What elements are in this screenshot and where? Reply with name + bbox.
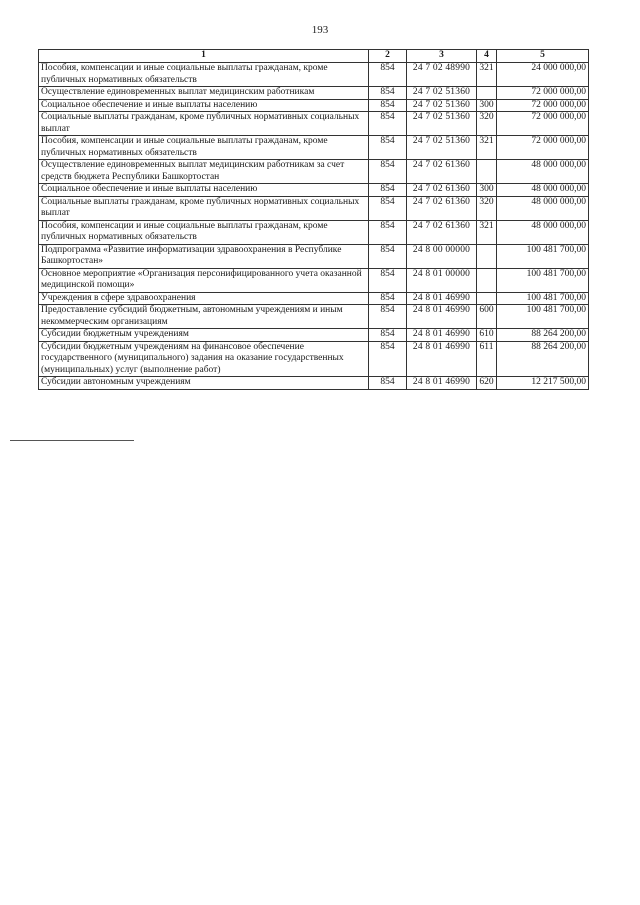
cell-name: Учреждения в сфере здравоохранения [39, 292, 369, 305]
cell-grbs: 854 [369, 341, 407, 377]
cell-name: Субсидии бюджетным учреждениям [39, 329, 369, 342]
cell-csr: 24 8 01 46990 [407, 341, 477, 377]
cell-name: Социальные выплаты гражданам, кроме публичных нормативных социальных выплат [39, 112, 369, 136]
cell-name: Социальное обеспечение и иные выплаты населению [39, 99, 369, 112]
cell-vr [477, 87, 497, 100]
cell-grbs: 854 [369, 112, 407, 136]
cell-vr [477, 292, 497, 305]
cell-csr: 24 7 02 51360 [407, 136, 477, 160]
table-row [39, 377, 589, 390]
table-row [39, 112, 589, 136]
cell-amount: 100 481 700,00 [497, 244, 589, 268]
cell-amount: 24 000 000,00 [497, 63, 589, 87]
header-row [39, 50, 589, 63]
table-row [39, 329, 589, 342]
cell-csr: 24 7 02 48990 [407, 63, 477, 87]
table-row [39, 99, 589, 112]
cell-name: Основное мероприятие «Организация персонифицированного учета оказанной медицинской помощи» [39, 268, 369, 292]
cell-csr: 24 7 02 61360 [407, 160, 477, 184]
cell-amount: 48 000 000,00 [497, 160, 589, 184]
cell-amount: 48 000 000,00 [497, 220, 589, 244]
cell-grbs: 854 [369, 268, 407, 292]
table-row [39, 87, 589, 100]
table-row [39, 292, 589, 305]
cell-name: Субсидии бюджетным учреждениям на финансовое обеспечение государственного (муниципального) задания на оказание государственных (муниципальных) услуг (выполнение работ) [39, 341, 369, 377]
cell-csr: 24 8 01 46990 [407, 305, 477, 329]
cell-csr: 24 7 02 61360 [407, 196, 477, 220]
cell-csr: 24 7 02 51360 [407, 87, 477, 100]
table-row [39, 63, 589, 87]
cell-grbs: 854 [369, 377, 407, 390]
header-vr: 4 [477, 50, 497, 63]
cell-amount: 100 481 700,00 [497, 292, 589, 305]
cell-name: Осуществление единовременных выплат медицинским работникам [39, 87, 369, 100]
cell-csr: 24 7 02 51360 [407, 99, 477, 112]
cell-grbs: 854 [369, 329, 407, 342]
cell-vr: 300 [477, 184, 497, 197]
cell-name: Социальное обеспечение и иные выплаты населению [39, 184, 369, 197]
header-csr: 3 [407, 50, 477, 63]
header-name: 1 [39, 50, 369, 63]
cell-grbs: 854 [369, 160, 407, 184]
cell-vr [477, 160, 497, 184]
footnote-separator [10, 440, 134, 441]
cell-grbs: 854 [369, 87, 407, 100]
cell-vr: 320 [477, 196, 497, 220]
cell-name: Пособия, компенсации и иные социальные выплаты гражданам, кроме публичных нормативных обязательств [39, 63, 369, 87]
table-row [39, 136, 589, 160]
cell-vr [477, 244, 497, 268]
cell-grbs: 854 [369, 305, 407, 329]
cell-name: Пособия, компенсации и иные социальные выплаты гражданам, кроме публичных нормативных обязательств [39, 136, 369, 160]
table-row [39, 244, 589, 268]
table-row [39, 268, 589, 292]
cell-csr: 24 7 02 51360 [407, 112, 477, 136]
cell-grbs: 854 [369, 244, 407, 268]
cell-grbs: 854 [369, 196, 407, 220]
cell-vr: 320 [477, 112, 497, 136]
cell-name: Социальные выплаты гражданам, кроме публичных нормативных социальных выплат [39, 196, 369, 220]
cell-amount: 72 000 000,00 [497, 136, 589, 160]
budget-table [38, 49, 589, 390]
cell-vr: 321 [477, 136, 497, 160]
cell-grbs: 854 [369, 136, 407, 160]
page-number: 193 [311, 24, 329, 36]
cell-amount: 48 000 000,00 [497, 184, 589, 197]
cell-grbs: 854 [369, 63, 407, 87]
cell-amount: 48 000 000,00 [497, 196, 589, 220]
cell-amount: 72 000 000,00 [497, 99, 589, 112]
cell-amount: 72 000 000,00 [497, 87, 589, 100]
cell-vr: 300 [477, 99, 497, 112]
cell-vr: 321 [477, 220, 497, 244]
table-row [39, 196, 589, 220]
table-row [39, 305, 589, 329]
table-row [39, 160, 589, 184]
table-row [39, 341, 589, 377]
header-amount: 5 [497, 50, 589, 63]
cell-csr: 24 8 01 46990 [407, 377, 477, 390]
cell-csr: 24 7 02 61360 [407, 184, 477, 197]
cell-vr: 620 [477, 377, 497, 390]
cell-vr: 611 [477, 341, 497, 377]
cell-amount: 100 481 700,00 [497, 268, 589, 292]
cell-amount: 12 217 500,00 [497, 377, 589, 390]
cell-grbs: 854 [369, 184, 407, 197]
cell-grbs: 854 [369, 220, 407, 244]
cell-csr: 24 8 00 00000 [407, 244, 477, 268]
cell-amount: 72 000 000,00 [497, 112, 589, 136]
cell-csr: 24 7 02 61360 [407, 220, 477, 244]
cell-csr: 24 8 01 46990 [407, 292, 477, 305]
cell-grbs: 854 [369, 292, 407, 305]
cell-name: Осуществление единовременных выплат медицинским работникам за счет средств бюджета Республики Башкортостан [39, 160, 369, 184]
cell-name: Подпрограмма «Развитие информатизации здравоохранения в Республике Башкортостан» [39, 244, 369, 268]
cell-csr: 24 8 01 46990 [407, 329, 477, 342]
cell-name: Пособия, компенсации и иные социальные выплаты гражданам, кроме публичных нормативных обязательств [39, 220, 369, 244]
table-row [39, 220, 589, 244]
cell-amount: 88 264 200,00 [497, 329, 589, 342]
cell-name: Субсидии автономным учреждениям [39, 377, 369, 390]
cell-grbs: 854 [369, 99, 407, 112]
cell-vr [477, 268, 497, 292]
cell-vr: 600 [477, 305, 497, 329]
cell-name: Предоставление субсидий бюджетным, автономным учреждениям и иным некоммерческим организациям [39, 305, 369, 329]
header-grbs: 2 [369, 50, 407, 63]
table-row [39, 184, 589, 197]
cell-vr: 321 [477, 63, 497, 87]
cell-amount: 88 264 200,00 [497, 341, 589, 377]
cell-vr: 610 [477, 329, 497, 342]
cell-csr: 24 8 01 00000 [407, 268, 477, 292]
cell-amount: 100 481 700,00 [497, 305, 589, 329]
